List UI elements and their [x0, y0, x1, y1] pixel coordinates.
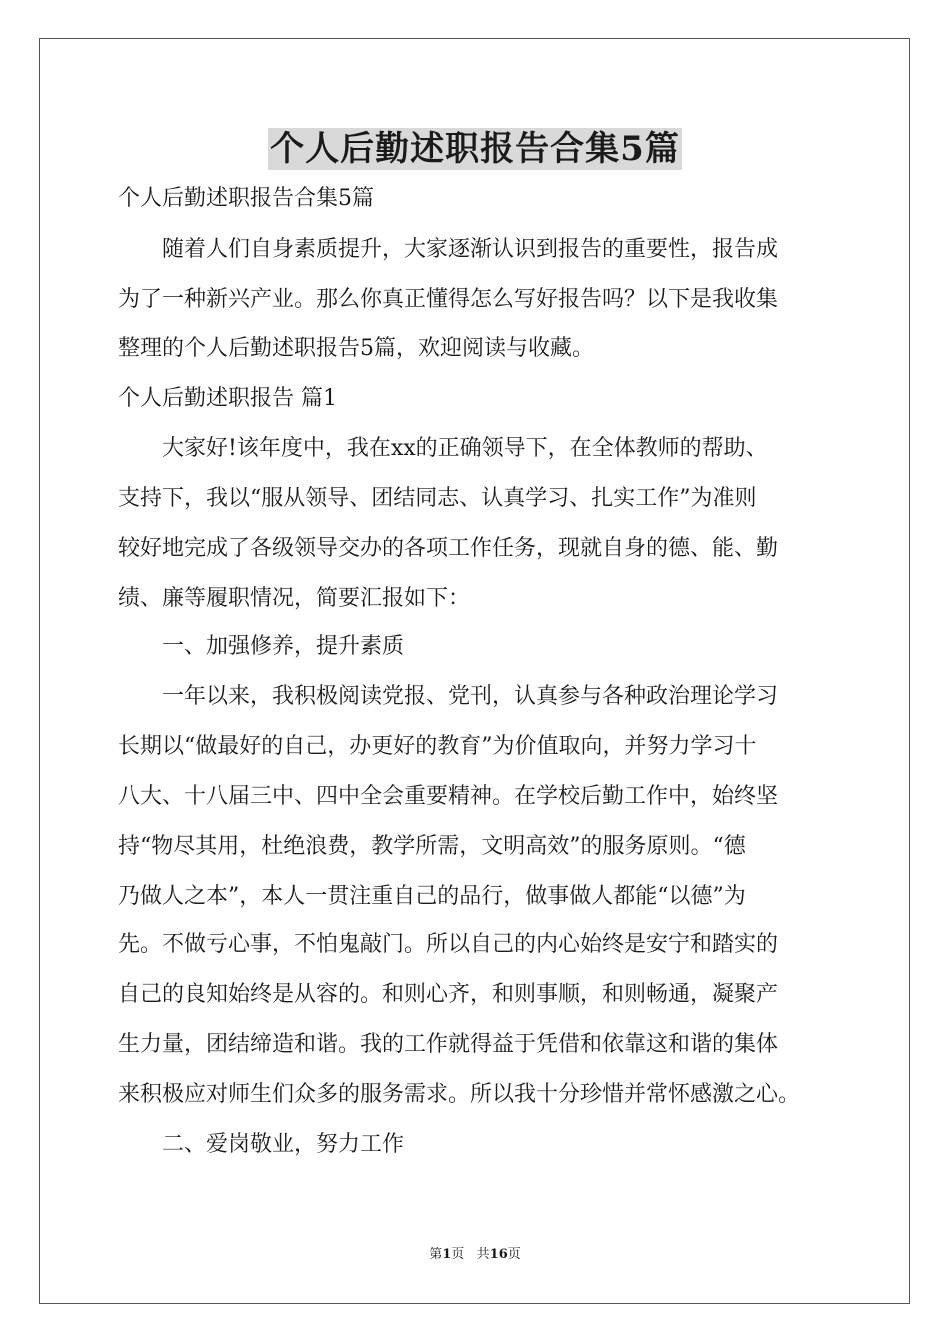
- footer-page-prefix: 第: [429, 1247, 443, 1262]
- paragraph-line: 大家好!该年度中，我在xx的正确领导下，在全体教师的帮助、: [118, 436, 768, 461]
- paragraph-line: 来积极应对师生们众多的服务需求。所以我十分珍惜并常怀感激之心。: [118, 1082, 801, 1107]
- subheading: 一、加强修养，提升素质: [118, 634, 405, 659]
- paragraph-line: 一年以来，我积极阅读党报、党刊，认真参与各种政治理论学习: [118, 684, 779, 709]
- title-container: [0, 128, 950, 170]
- paragraph-line: 随着人们自身素质提升，大家逐渐认识到报告的重要性，报告成: [118, 237, 779, 262]
- paragraph-line: 较好地完成了各级领导交办的各项工作任务，现就自身的德、能、勤: [118, 536, 779, 561]
- paragraph-line: 生力量，团结缔造和谐。我的工作就得益于凭借和依靠这和谐的集体: [118, 1032, 779, 1057]
- page-border: [39, 38, 910, 1304]
- paragraph-line: 支持下，我以“服从领导、团结同志、认真学习、扎实工作”为准则: [118, 486, 757, 511]
- footer-total-suffix: 页: [507, 1247, 521, 1262]
- paragraph-line: 八大、十八届三中、四中全会重要精神。在学校后勤工作中，始终坚: [118, 784, 779, 809]
- paragraph-line: 长期以“做最好的自己，办更好的教育”为价值取向，并努力学习十: [118, 734, 757, 759]
- paragraph-line: 持“物尽其用，杜绝浪费，教学所需，文明高效”的服务原则。“德: [118, 834, 746, 859]
- paragraph-line: 为了一种新兴产业。那么你真正懂得怎么写好报告吗？以下是我收集: [118, 287, 779, 312]
- paragraph-line: 绩、廉等履职情况，简要汇报如下：: [118, 586, 471, 611]
- page-footer: [0, 1246, 950, 1264]
- subtitle-line: 个人后勤述职报告合集5篇: [118, 186, 374, 211]
- footer-page-number: 1: [442, 1247, 452, 1262]
- document-title: 个人后勤述职报告合集5篇: [270, 129, 680, 169]
- paragraph-line: 整理的个人后勤述职报告5篇，欢迎阅读与收藏。: [118, 336, 594, 361]
- paragraph-line: 乃做人之本”，本人一贯注重自己的品行，做事做人都能“以德”为: [118, 884, 746, 909]
- paragraph-line: 自己的良知始终是从容的。和则心齐，和则事顺，和则畅通，凝聚产: [118, 982, 779, 1007]
- footer-page-suffix: 页 共: [451, 1247, 490, 1262]
- paragraph-line: 先。不做亏心事，不怕鬼敲门。所以自己的内心始终是安宁和踏实的: [118, 932, 779, 957]
- footer-total-pages: 16: [489, 1247, 508, 1262]
- section-heading: 个人后勤述职报告 篇1: [118, 386, 337, 411]
- subheading: 二、爱岗敬业，努力工作: [118, 1132, 405, 1157]
